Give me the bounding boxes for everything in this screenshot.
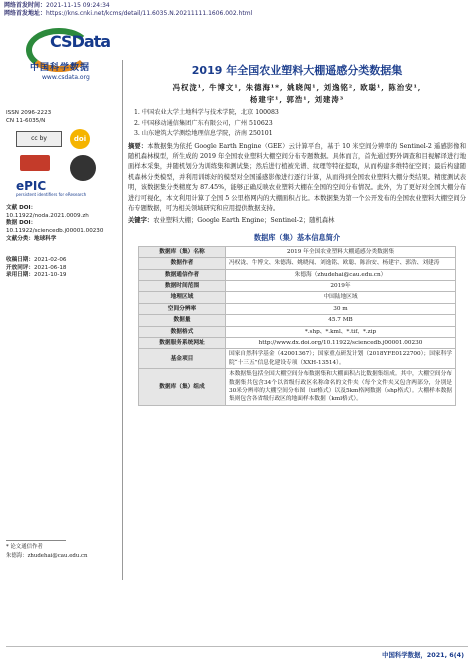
open-review-label: 开放同评： — [6, 264, 34, 271]
meta-key: 基金项目 — [139, 349, 226, 369]
meta-value: 朱德海（zhudehai@cau.edu.cn） — [226, 269, 456, 280]
metadata-table — [138, 246, 456, 406]
data-doi-label: 数据 DOI： — [6, 220, 37, 227]
meta-value: *.shp、*.kml、*.tif、*.zip — [226, 326, 456, 337]
meta-value: 冯权泷、牛博文、朱德海、姚晓闯、刘逸铭、欧聪、陈治安、杨建宇、郭浩、刘建涛 — [226, 258, 456, 269]
data-doi[interactable]: 10.11922/sciencedb.j00001.00230 — [6, 227, 104, 234]
meta-key: 空间分辨率 — [139, 303, 226, 314]
note-divider — [6, 540, 66, 541]
keywords — [128, 216, 466, 226]
meta-key: 数据通信作者 — [139, 269, 226, 280]
doc-doi[interactable]: 10.11922/noda.2021.0009.zh — [6, 212, 89, 219]
footer-divider — [6, 646, 468, 647]
article-title: 2019 年全国农业塑料大棚遥感分类数据集 — [191, 64, 403, 77]
meta-row — [139, 369, 456, 406]
abstract-text: 本数据集为依托 Google Earth Engine（GEE）云计算平台，基于 10 米空间分辨率的 Sentinel-2 遥感影像和随机森林模型，所生成的 2019 年全国农业塑料大棚空间分布专题数据。具体而言，首先通过野外调查和目视解译进行地面样本采集，并随机划分为训练集和测试集；然后进行植被光谱、纹理等特征提取，从而构建多维特征空间；最后构建随机森林分类模型，并利用训练好的模型对全国遥感影像进行逐行计算，从而得到全国农业塑料大棚分类结果。精度测试表明，该数据集分类精度为 87.45%，能够正确反映农业塑料大棚在全国的空间分布情况。此外，为了更好对全国大棚分布进行可视化，本文利用计算了全国 5 公里格网内的大棚面积占比。本数据集为第一个公开发布的全国农业塑料大棚空间分布专题数据，可为相关领域研究和应用提供数据支持。 — [128, 142, 466, 212]
publish-time-label: 网络首发时间： — [4, 2, 47, 9]
accepted-label: 录用日期： — [6, 272, 34, 279]
dbi-icon — [70, 155, 96, 181]
category: 地球科学 — [33, 235, 57, 242]
left-column — [6, 18, 122, 280]
doc-doi-label: 文献 DOI： — [6, 205, 37, 212]
affiliation-3: 3. 山东建筑大学测绘地理信息学院，济南 250101 — [134, 130, 273, 137]
meta-key: 数据服务系统网址 — [139, 338, 226, 349]
meta-value: 2019 年全国农业塑料大棚遥感分类数据集 — [226, 246, 456, 257]
abstract-label: 摘要： — [128, 142, 148, 150]
received-date: 2021-02-06 — [33, 257, 67, 264]
meta-key: 数据库（集）组成 — [139, 369, 226, 406]
meta-row — [139, 292, 456, 303]
meta-row — [139, 326, 456, 337]
open-review-date: 2021-06-18 — [33, 264, 67, 271]
meta-section-title: 数据库（集）基本信息简介 — [253, 232, 341, 242]
cn-number: CN 11-6035/N — [6, 117, 46, 124]
publish-time: 2021-11-15 09:24:34 — [46, 2, 110, 9]
issn: ISSN 2096-2223 — [6, 110, 52, 116]
meta-key: 数据格式 — [139, 326, 226, 337]
meta-key: 数据时间范围 — [139, 280, 226, 291]
meta-row — [139, 315, 456, 326]
logo-brand-cn: 中国科学数据 — [30, 63, 91, 73]
main-column — [128, 60, 466, 406]
meta-row — [139, 280, 456, 291]
online-first-header — [4, 2, 252, 18]
meta-row — [139, 349, 456, 369]
publish-url-label: 网络首发地址： — [4, 10, 47, 17]
cc-license-icon: cc by — [16, 131, 62, 147]
meta-value: 本数据集包括全国大棚空间分布数据集和大棚面积占比数据集组成。其中，大棚空间分布数据集共包含34个以省级行政区名称命名的文件夹（每个文件夹又包含两部分，分别是30米分辨率的大棚空间分布图（tif格式）以及5km格网数据（shp格式）。大棚样本数据集则包含各省级行政区的地面样本数据（kml格式）。 — [226, 369, 456, 406]
meta-key: 数据作者 — [139, 258, 226, 269]
received-label: 收稿日期： — [6, 257, 34, 264]
column-divider — [122, 60, 123, 580]
category-label: 文献分类： — [6, 235, 34, 242]
database-icon — [20, 155, 50, 171]
meta-value: 30 m — [226, 303, 456, 314]
affiliations — [128, 108, 466, 140]
meta-key: 数据量 — [139, 315, 226, 326]
doi-icon: doi — [70, 129, 90, 149]
logo-url[interactable]: www.csdata.org — [42, 74, 90, 81]
meta-value: 国家自然科学基金（42001367）；国家重点研发计划（2018YFE0122700）；国家科学院“十三五”信息化建设专项（XXH-13514）。 — [226, 349, 456, 369]
accepted-date: 2021-10-19 — [33, 272, 67, 279]
publish-url[interactable]: https://kns.cnki.net/kcms/detail/11.6035.N.20211111.1606.002.html — [46, 10, 253, 17]
meta-row — [139, 258, 456, 269]
meta-value: 2019年 — [226, 280, 456, 291]
keywords-text: 农业塑料大棚；Google Earth Engine；Sentinel-2；随机森林 — [153, 217, 335, 225]
meta-row — [139, 303, 456, 314]
meta-key: 地理区域 — [139, 292, 226, 303]
csdata-logo — [20, 18, 120, 96]
corresponding-text: 朱德海：zhudehai@cau.edu.cn — [6, 553, 88, 559]
meta-row — [139, 269, 456, 280]
journal-footer: 中国科学数据，2021, 6(4) — [382, 651, 464, 659]
authors — [128, 82, 466, 106]
keywords-label: 关键字： — [128, 217, 154, 225]
meta-value: 45.7 MB — [226, 315, 456, 326]
corresponding-label: * 论文通信作者 — [6, 544, 43, 550]
affiliation-2: 2. 中国移动通信集团广东有限公司，广州 510623 — [134, 119, 273, 127]
epic-subtitle: persistent identifiers for eResearch — [16, 192, 87, 198]
authors-line-2: 杨建宇¹, 郭浩¹, 刘建涛³ — [249, 95, 345, 104]
meta-row — [139, 246, 456, 257]
meta-value: 中国陆地区域 — [226, 292, 456, 303]
epic-logo: ePIC — [16, 179, 47, 194]
meta-row — [139, 338, 456, 349]
logo-brand: CSData — [50, 32, 111, 51]
corresponding-author-note — [6, 540, 118, 561]
meta-key: 数据库（集）名称 — [139, 246, 226, 257]
meta-value: http://www.dx.doi.org/10.11922/sciencedb.j00001.00230 — [226, 338, 456, 349]
authors-line-1: 冯权泷¹, 牛博文¹, 朱德海¹*, 姚晓闯¹, 刘逸铭², 欧聪¹, 陈治安¹, — [172, 83, 422, 92]
affiliation-1: 1. 中国农业大学土地科学与技术学院，北京 100083 — [134, 109, 279, 116]
abstract — [128, 142, 466, 215]
badges — [6, 129, 122, 199]
